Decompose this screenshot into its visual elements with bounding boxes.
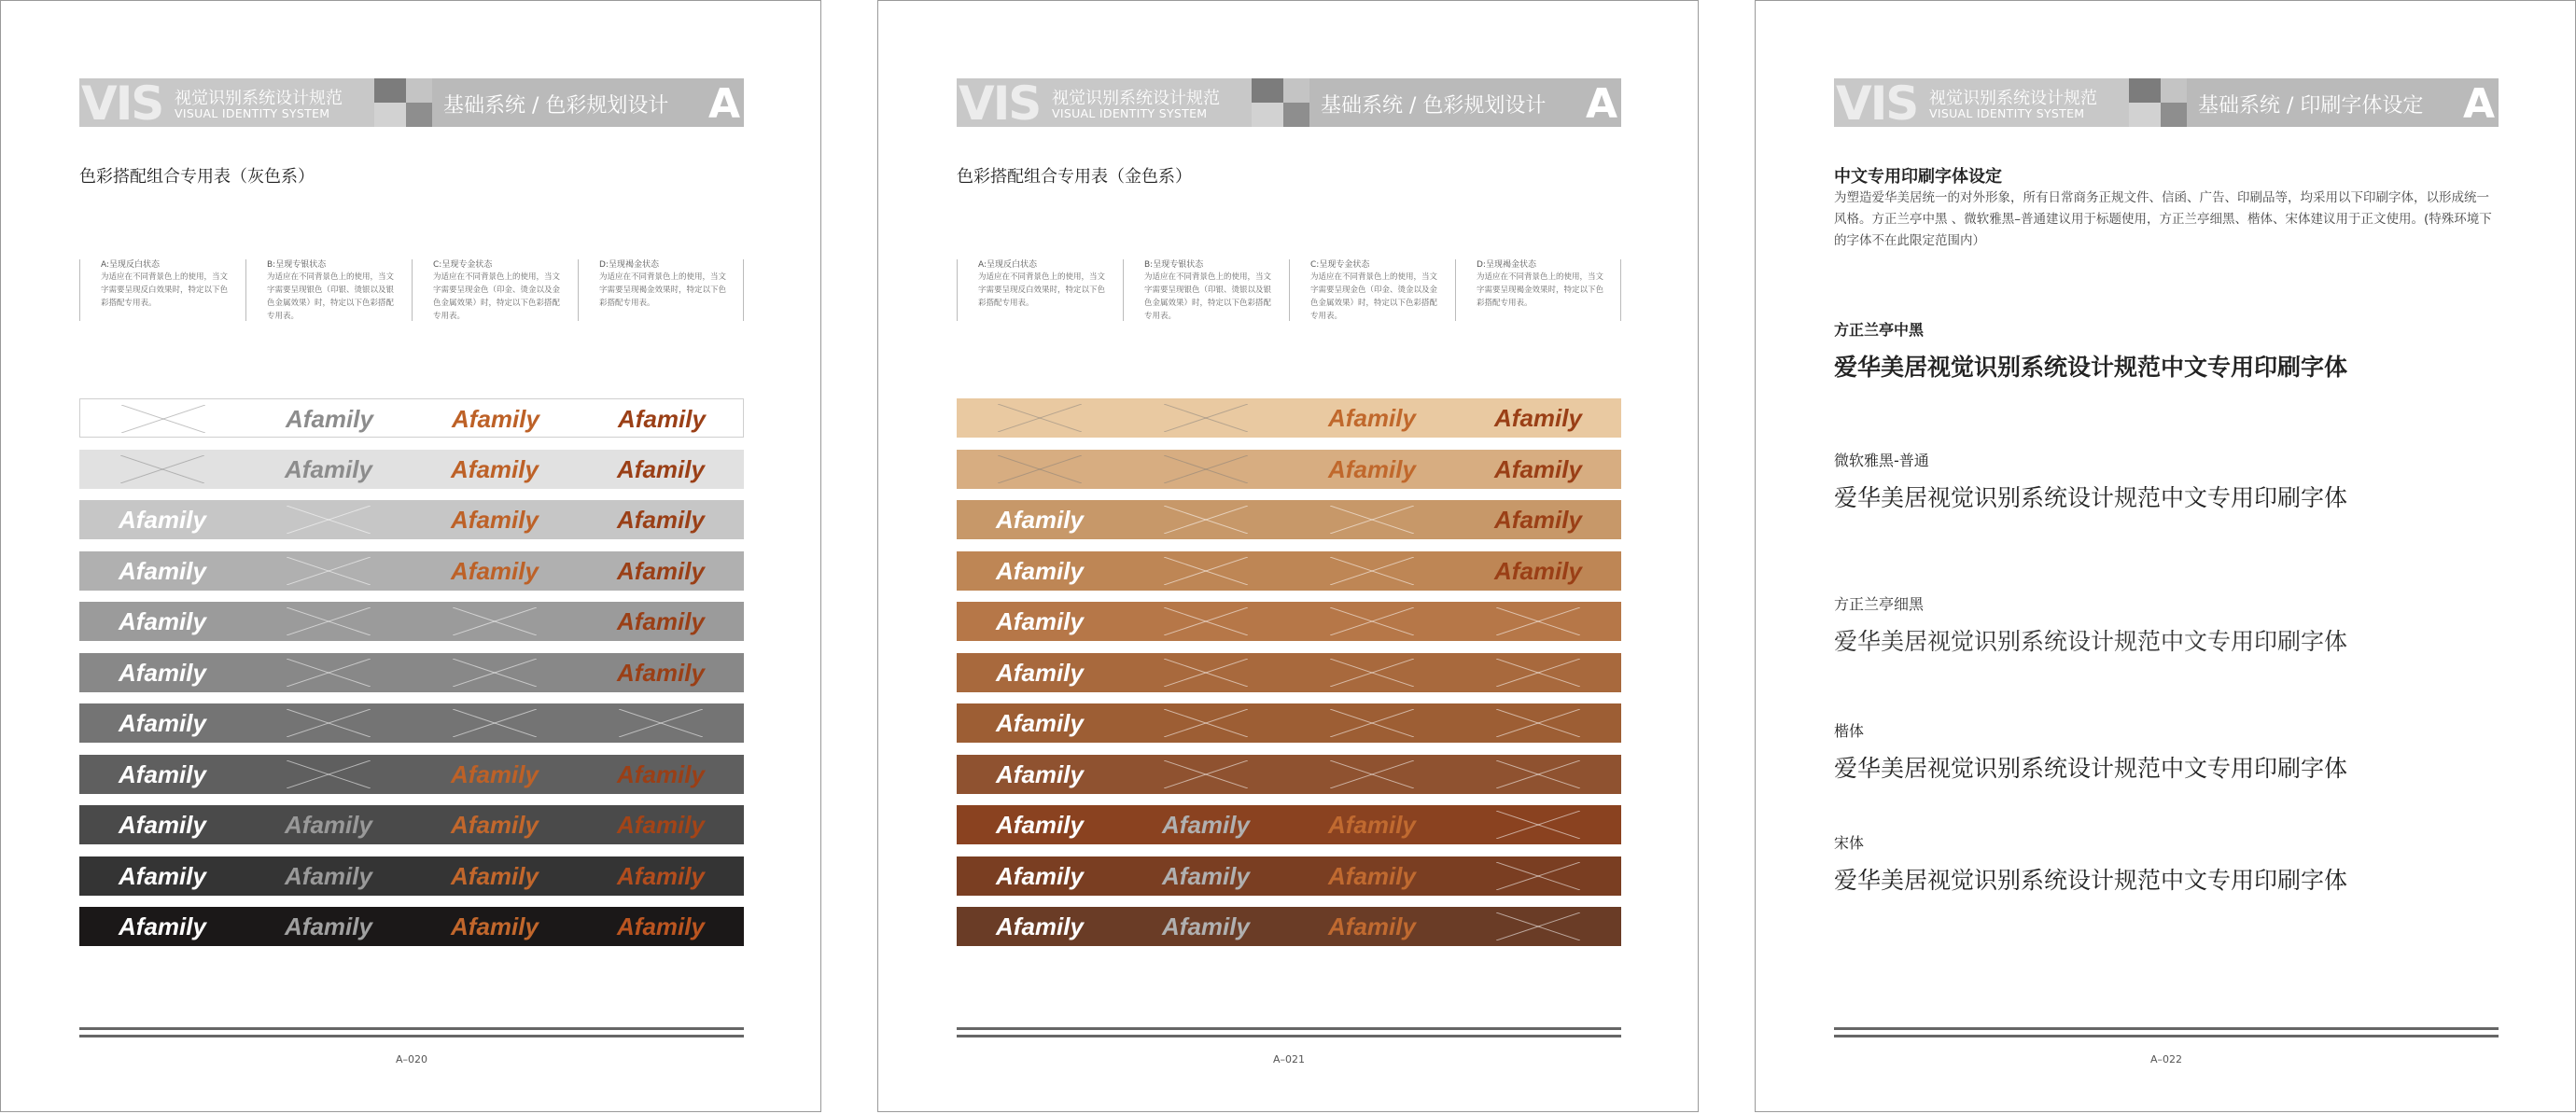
- swatch-row: [79, 500, 744, 539]
- swatch-cell: [79, 907, 245, 946]
- header-letter: A: [1585, 80, 1617, 128]
- brand-wordmark: Afamily: [1494, 404, 1582, 432]
- cross-mark-icon: [287, 557, 371, 585]
- page-title: 色彩搭配组合专用表（金色系）: [957, 167, 1192, 187]
- description-head: C:呈现专金状态: [433, 260, 493, 270]
- description-head: B:呈现专银状态: [1144, 260, 1204, 270]
- header-left-block: [957, 77, 1252, 131]
- font-block-fz-lanting-xihei: [1834, 592, 2347, 657]
- swatch-cell: [79, 755, 245, 794]
- typography-description: 为塑造爱华美居统一的对外形象，所有日常商务正规文件、信函、广告、印刷品等，均采用以下印刷字体，以形成统一风格。方正兰亭中黑 、微软雅黑–普通建议用于标题使用，方正兰亭细黑、楷体、宋体建议用于正文使用。(特殊环境下的字体不在此限定范围内）: [1834, 190, 2492, 248]
- description-head: B:呈现专银状态: [267, 260, 327, 270]
- cross-mark-icon: [1496, 709, 1580, 737]
- not-applicable-cross: [957, 450, 1123, 489]
- brand-wordmark: Afamily: [618, 405, 706, 433]
- font-sample: 爱华美居视觉识别系统设计规范中文专用印刷字体: [1834, 484, 2348, 511]
- swatch-cell: [957, 703, 1123, 743]
- swatch-row: [79, 398, 744, 438]
- swatch-cell: [579, 399, 745, 439]
- cross-mark-icon: [1164, 557, 1248, 585]
- swatch-cell: [412, 755, 578, 794]
- swatch-cell: [1289, 398, 1455, 438]
- swatch-row: [957, 602, 1621, 641]
- swatch-cell: [578, 500, 744, 539]
- description-a: [79, 259, 245, 321]
- swatch-row: [79, 856, 744, 896]
- brand-wordmark: Afamily: [996, 658, 1084, 687]
- brand-wordmark: Afamily: [119, 556, 206, 585]
- font-sample: 爱华美居视觉识别系统设计规范中文专用印刷字体: [1834, 867, 2348, 894]
- brand-wordmark: Afamily: [119, 861, 206, 890]
- font-block-fz-lanting-zhonghei: [1834, 318, 2347, 383]
- brand-wordmark: Afamily: [617, 506, 705, 534]
- not-applicable-cross: [1455, 907, 1621, 946]
- cross-mark-icon: [287, 607, 371, 635]
- brand-wordmark: Afamily: [119, 811, 206, 839]
- swatch-row: [957, 805, 1621, 844]
- not-applicable-cross: [245, 551, 412, 591]
- brand-wordmark: Afamily: [452, 405, 539, 433]
- cross-mark-icon: [1164, 760, 1248, 788]
- swatch-row: [957, 653, 1621, 692]
- description-body: 为适应在不同背景色上的使用，当文字需要呈现反白效果时，特定以下色彩搭配专用表。: [978, 272, 1106, 308]
- cross-mark-icon: [453, 709, 537, 737]
- swatch-cell: [1455, 551, 1621, 591]
- brand-wordmark: Afamily: [1494, 454, 1582, 483]
- description-head: D:呈现褐金状态: [1477, 260, 1536, 270]
- swatch-cell: [1289, 907, 1455, 946]
- not-applicable-cross: [1455, 703, 1621, 743]
- description-d: [1455, 259, 1621, 321]
- cross-mark-icon: [121, 405, 205, 433]
- page-gold-color-table: [877, 0, 1699, 1112]
- not-applicable-cross: [1289, 500, 1455, 539]
- swatch-cell: [79, 602, 245, 641]
- brand-wordmark: Afamily: [286, 405, 373, 433]
- swatch-cell: [578, 755, 744, 794]
- brand-wordmark: Afamily: [996, 506, 1084, 534]
- brand-wordmark: Afamily: [119, 506, 206, 534]
- swatch-cell: [578, 805, 744, 844]
- brand-wordmark: Afamily: [996, 607, 1084, 635]
- cross-mark-icon: [120, 455, 204, 483]
- swatch-cell: [412, 450, 578, 489]
- vis-logo-text: VIS: [1836, 77, 1918, 131]
- brand-wordmark: Afamily: [996, 861, 1084, 890]
- swatch-cell: [79, 551, 245, 591]
- description-body: 为适应在不同背景色上的使用，当文字需要呈现反白效果时，特定以下色彩搭配专用表。: [101, 272, 229, 308]
- description-body: 为适应在不同背景色上的使用，当文字需要呈现褐金效果时，特定以下色彩搭配专用表。: [1477, 272, 1604, 308]
- brand-wordmark: Afamily: [1162, 912, 1250, 940]
- swatch-row: [957, 450, 1621, 489]
- not-applicable-cross: [1455, 856, 1621, 896]
- swatch-cell: [245, 450, 412, 489]
- not-applicable-cross: [245, 653, 412, 692]
- brand-wordmark: Afamily: [451, 506, 539, 534]
- swatch-row: [79, 551, 744, 591]
- cross-mark-icon: [287, 709, 371, 737]
- swatch-row: [79, 602, 744, 641]
- brand-wordmark: Afamily: [1328, 454, 1416, 483]
- font-name: 宋体: [1834, 834, 1865, 852]
- brand-wordmark: Afamily: [617, 811, 705, 839]
- not-applicable-cross: [412, 602, 578, 641]
- swatch-cell: [1123, 856, 1289, 896]
- brand-wordmark: Afamily: [617, 912, 705, 940]
- brand-wordmark: Afamily: [996, 811, 1084, 839]
- brand-wordmark: Afamily: [1162, 811, 1250, 839]
- swatch-cell: [957, 551, 1123, 591]
- description-head: C:呈现专金状态: [1310, 260, 1370, 270]
- cross-mark-icon: [1164, 659, 1248, 687]
- cross-mark-icon: [1164, 709, 1248, 737]
- swatch-cell: [413, 399, 579, 439]
- font-sample: 爱华美居视觉识别系统设计规范中文专用印刷字体: [1834, 354, 2348, 381]
- not-applicable-cross: [1455, 755, 1621, 794]
- font-block-kaiti: [1834, 719, 2347, 784]
- not-applicable-cross: [1289, 703, 1455, 743]
- swatch-cell: [957, 500, 1123, 539]
- swatch-row: [957, 500, 1621, 539]
- description-body: 为适应在不同背景色上的使用，当文字需要呈现金色（印金、烫金以及金色金属效果）时，特定以下色彩搭配专用表。: [1310, 272, 1438, 321]
- description-head: A:呈现反白状态: [978, 260, 1038, 270]
- page-grey-color-table: [0, 0, 821, 1112]
- cross-mark-icon: [619, 709, 703, 737]
- brand-wordmark: Afamily: [119, 709, 206, 737]
- brand-wordmark: Afamily: [451, 454, 539, 483]
- swatch-row: [957, 907, 1621, 946]
- vis-logo-text: VIS: [81, 77, 163, 131]
- swatch-cell: [412, 856, 578, 896]
- swatch-cell: [1289, 856, 1455, 896]
- font-name: 方正兰亭中黑: [1834, 321, 1925, 339]
- not-applicable-cross: [1123, 703, 1289, 743]
- brand-wordmark: Afamily: [451, 556, 539, 585]
- header-letter: A: [707, 80, 740, 128]
- header-checker: [2161, 78, 2187, 103]
- not-applicable-cross: [957, 398, 1123, 438]
- brand-wordmark: Afamily: [996, 912, 1084, 940]
- swatch-cell: [79, 500, 245, 539]
- swatch-cell: [957, 856, 1123, 896]
- description-columns: [957, 259, 1621, 321]
- swatch-cell: [1455, 398, 1621, 438]
- brand-wordmark: Afamily: [285, 861, 372, 890]
- cross-mark-icon: [1164, 404, 1248, 432]
- footer-rule: [79, 1027, 744, 1030]
- cross-mark-icon: [1496, 760, 1580, 788]
- cross-mark-icon: [287, 506, 371, 534]
- brand-wordmark: Afamily: [451, 759, 539, 788]
- header-checker: [2161, 103, 2187, 127]
- not-applicable-cross: [1123, 551, 1289, 591]
- header-cn-title: 视觉识别系统设计规范: [175, 89, 343, 108]
- swatch-cell: [245, 805, 412, 844]
- cross-mark-icon: [1164, 506, 1248, 534]
- cross-mark-icon: [998, 404, 1082, 432]
- description-b: [1123, 259, 1289, 321]
- cross-mark-icon: [1330, 709, 1414, 737]
- not-applicable-cross: [412, 653, 578, 692]
- page-typography: [1755, 0, 2576, 1112]
- page-number: A–021: [1272, 1053, 1306, 1065]
- footer-rule: [79, 1035, 744, 1037]
- not-applicable-cross: [1123, 755, 1289, 794]
- header-section-title: 基础系统 / 印刷字体设定: [2198, 94, 2424, 118]
- cross-mark-icon: [1496, 659, 1580, 687]
- font-block-microsoft-yahei: [1834, 449, 2347, 513]
- font-name: 楷体: [1834, 722, 1865, 740]
- header-en-title: VISUAL IDENTITY SYSTEM: [1929, 106, 2085, 120]
- swatch-row: [79, 450, 744, 489]
- font-sample: 爱华美居视觉识别系统设计规范中文专用印刷字体: [1834, 755, 2348, 782]
- brand-wordmark: Afamily: [617, 861, 705, 890]
- swatch-cell: [578, 653, 744, 692]
- not-applicable-cross: [1123, 653, 1289, 692]
- swatch-cell: [79, 856, 245, 896]
- header-cn-title: 视觉识别系统设计规范: [1052, 89, 1220, 108]
- swatch-cell: [412, 805, 578, 844]
- swatch-cell: [957, 907, 1123, 946]
- swatch-cell: [412, 907, 578, 946]
- footer-rule: [1834, 1035, 2499, 1037]
- not-applicable-cross: [1289, 653, 1455, 692]
- cross-mark-icon: [1330, 607, 1414, 635]
- swatch-row: [79, 755, 744, 794]
- page-header: [1834, 77, 2499, 131]
- description-a: [957, 259, 1123, 321]
- not-applicable-cross: [1455, 602, 1621, 641]
- brand-wordmark: Afamily: [1328, 811, 1416, 839]
- brand-wordmark: Afamily: [451, 912, 539, 940]
- brand-wordmark: Afamily: [617, 658, 705, 687]
- cross-mark-icon: [998, 455, 1082, 483]
- swatch-row: [79, 703, 744, 743]
- swatch-cell: [1289, 450, 1455, 489]
- font-block-songti: [1834, 831, 2347, 896]
- swatch-cell: [578, 551, 744, 591]
- swatch-cell: [412, 551, 578, 591]
- brand-wordmark: Afamily: [451, 861, 539, 890]
- header-checker: [406, 103, 432, 127]
- page-number: A–022: [2149, 1053, 2183, 1065]
- swatch-cell: [1123, 805, 1289, 844]
- header-right-block: [1309, 78, 1621, 127]
- swatch-cell: [1455, 450, 1621, 489]
- swatch-cell: [79, 703, 245, 743]
- description-c: [1289, 259, 1455, 321]
- cross-mark-icon: [453, 607, 537, 635]
- swatch-row: [79, 653, 744, 692]
- brand-wordmark: Afamily: [617, 607, 705, 635]
- not-applicable-cross: [1123, 500, 1289, 539]
- footer-rule: [957, 1035, 1621, 1037]
- brand-wordmark: Afamily: [285, 912, 372, 940]
- brand-wordmark: Afamily: [1328, 404, 1416, 432]
- swatch-cell: [578, 856, 744, 896]
- brand-wordmark: Afamily: [451, 811, 539, 839]
- header-en-title: VISUAL IDENTITY SYSTEM: [175, 106, 330, 120]
- swatch-row: [79, 907, 744, 946]
- description-d: [578, 259, 744, 321]
- cross-mark-icon: [1164, 607, 1248, 635]
- header-right-block: [2187, 78, 2499, 127]
- swatch-cell: [578, 907, 744, 946]
- swatch-row: [957, 703, 1621, 743]
- description-body: 为适应在不同背景色上的使用，当文字需要呈现银色（印银、烫银以及银色金属效果）时，特定以下色彩搭配专用表。: [1144, 272, 1272, 321]
- header-section-title: 基础系统 / 色彩规划设计: [1321, 94, 1547, 118]
- header-checker: [374, 78, 406, 103]
- description-head: A:呈现反白状态: [101, 260, 161, 270]
- not-applicable-cross: [1455, 653, 1621, 692]
- brand-wordmark: Afamily: [996, 709, 1084, 737]
- not-applicable-cross: [245, 602, 412, 641]
- header-cn-title: 视觉识别系统设计规范: [1929, 89, 2097, 108]
- font-name: 方正兰亭细黑: [1834, 595, 1925, 613]
- swatch-cell: [412, 500, 578, 539]
- brand-wordmark: Afamily: [617, 759, 705, 788]
- description-columns: [79, 259, 744, 321]
- swatch-cell: [79, 653, 245, 692]
- not-applicable-cross: [1289, 602, 1455, 641]
- header-checker: [1252, 78, 1283, 103]
- description-body: 为适应在不同背景色上的使用，当文字需要呈现褐金效果时，特定以下色彩搭配专用表。: [599, 272, 727, 308]
- brand-wordmark: Afamily: [119, 607, 206, 635]
- swatch-row: [957, 398, 1621, 438]
- cross-mark-icon: [287, 659, 371, 687]
- page-title: 中文专用印刷字体设定: [1834, 167, 2002, 187]
- swatch-cell: [957, 602, 1123, 641]
- brand-wordmark: Afamily: [1494, 506, 1582, 534]
- not-applicable-cross: [1455, 805, 1621, 844]
- header-checker: [1283, 103, 1309, 127]
- header-letter: A: [2462, 80, 2495, 128]
- not-applicable-cross: [1289, 755, 1455, 794]
- brand-wordmark: Afamily: [285, 811, 372, 839]
- swatch-row: [957, 856, 1621, 896]
- not-applicable-cross: [1123, 450, 1289, 489]
- description-head: D:呈现褐金状态: [599, 260, 659, 270]
- page-header: [79, 77, 744, 131]
- brand-wordmark: Afamily: [1162, 861, 1250, 890]
- swatch-cell: [578, 450, 744, 489]
- description-c: [412, 259, 578, 321]
- cross-mark-icon: [1496, 862, 1580, 890]
- not-applicable-cross: [412, 703, 578, 743]
- not-applicable-cross: [1123, 602, 1289, 641]
- brand-wordmark: Afamily: [1328, 912, 1416, 940]
- swatch-cell: [1123, 907, 1289, 946]
- brand-wordmark: Afamily: [285, 454, 372, 483]
- cross-mark-icon: [1496, 607, 1580, 635]
- swatch-cell: [957, 653, 1123, 692]
- footer-rule: [1834, 1027, 2499, 1030]
- swatch-cell: [1289, 805, 1455, 844]
- swatch-cell: [246, 399, 413, 439]
- cross-mark-icon: [1496, 811, 1580, 839]
- not-applicable-cross: [245, 755, 412, 794]
- header-checker: [374, 103, 406, 127]
- cross-mark-icon: [287, 760, 371, 788]
- font-name: 微软雅黑-普通: [1834, 452, 1929, 469]
- cross-mark-icon: [1330, 659, 1414, 687]
- header-checker: [2129, 78, 2161, 103]
- header-left-block: [1834, 77, 2129, 131]
- brand-wordmark: Afamily: [617, 556, 705, 585]
- brand-wordmark: Afamily: [1328, 861, 1416, 890]
- swatch-cell: [1455, 500, 1621, 539]
- not-applicable-cross: [1123, 398, 1289, 438]
- page-header: [957, 77, 1621, 131]
- brand-wordmark: Afamily: [119, 912, 206, 940]
- brand-wordmark: Afamily: [996, 759, 1084, 788]
- swatch-cell: [245, 907, 412, 946]
- not-applicable-cross: [80, 399, 246, 439]
- header-right-block: [432, 78, 744, 127]
- header-checker: [2129, 103, 2161, 127]
- swatch-cell: [79, 805, 245, 844]
- footer-rule: [957, 1027, 1621, 1030]
- description-body: 为适应在不同背景色上的使用，当文字需要呈现银色（印银、烫银以及银色金属效果）时，特定以下色彩搭配专用表。: [267, 272, 395, 321]
- header-checker: [406, 78, 432, 103]
- cross-mark-icon: [453, 659, 537, 687]
- swatch-row: [957, 755, 1621, 794]
- not-applicable-cross: [245, 500, 412, 539]
- not-applicable-cross: [578, 703, 744, 743]
- vis-logo-text: VIS: [959, 77, 1041, 131]
- header-en-title: VISUAL IDENTITY SYSTEM: [1052, 106, 1208, 120]
- swatch-cell: [245, 856, 412, 896]
- brand-wordmark: Afamily: [1494, 556, 1582, 585]
- font-sample: 爱华美居视觉识别系统设计规范中文专用印刷字体: [1834, 628, 2348, 655]
- header-left-block: [79, 77, 374, 131]
- header-section-title: 基础系统 / 色彩规划设计: [443, 94, 669, 118]
- brand-wordmark: Afamily: [119, 658, 206, 687]
- page-title: 色彩搭配组合专用表（灰色系）: [79, 167, 315, 187]
- swatch-row: [957, 551, 1621, 591]
- header-checker: [1283, 78, 1309, 103]
- swatch-cell: [957, 755, 1123, 794]
- brand-wordmark: Afamily: [617, 454, 705, 483]
- not-applicable-cross: [79, 450, 245, 489]
- not-applicable-cross: [245, 703, 412, 743]
- brand-wordmark: Afamily: [996, 556, 1084, 585]
- cross-mark-icon: [1164, 455, 1248, 483]
- page-number: A–020: [395, 1053, 428, 1065]
- description-b: [245, 259, 412, 321]
- cross-mark-icon: [1496, 912, 1580, 940]
- swatch-row: [79, 805, 744, 844]
- description-body: 为适应在不同背景色上的使用，当文字需要呈现金色（印金、烫金以及金色金属效果）时，特定以下色彩搭配专用表。: [433, 272, 561, 321]
- cross-mark-icon: [1330, 760, 1414, 788]
- header-checker: [1252, 103, 1283, 127]
- cross-mark-icon: [1330, 506, 1414, 534]
- not-applicable-cross: [1289, 551, 1455, 591]
- cross-mark-icon: [1330, 557, 1414, 585]
- swatch-cell: [578, 602, 744, 641]
- swatch-cell: [957, 805, 1123, 844]
- brand-wordmark: Afamily: [119, 759, 206, 788]
